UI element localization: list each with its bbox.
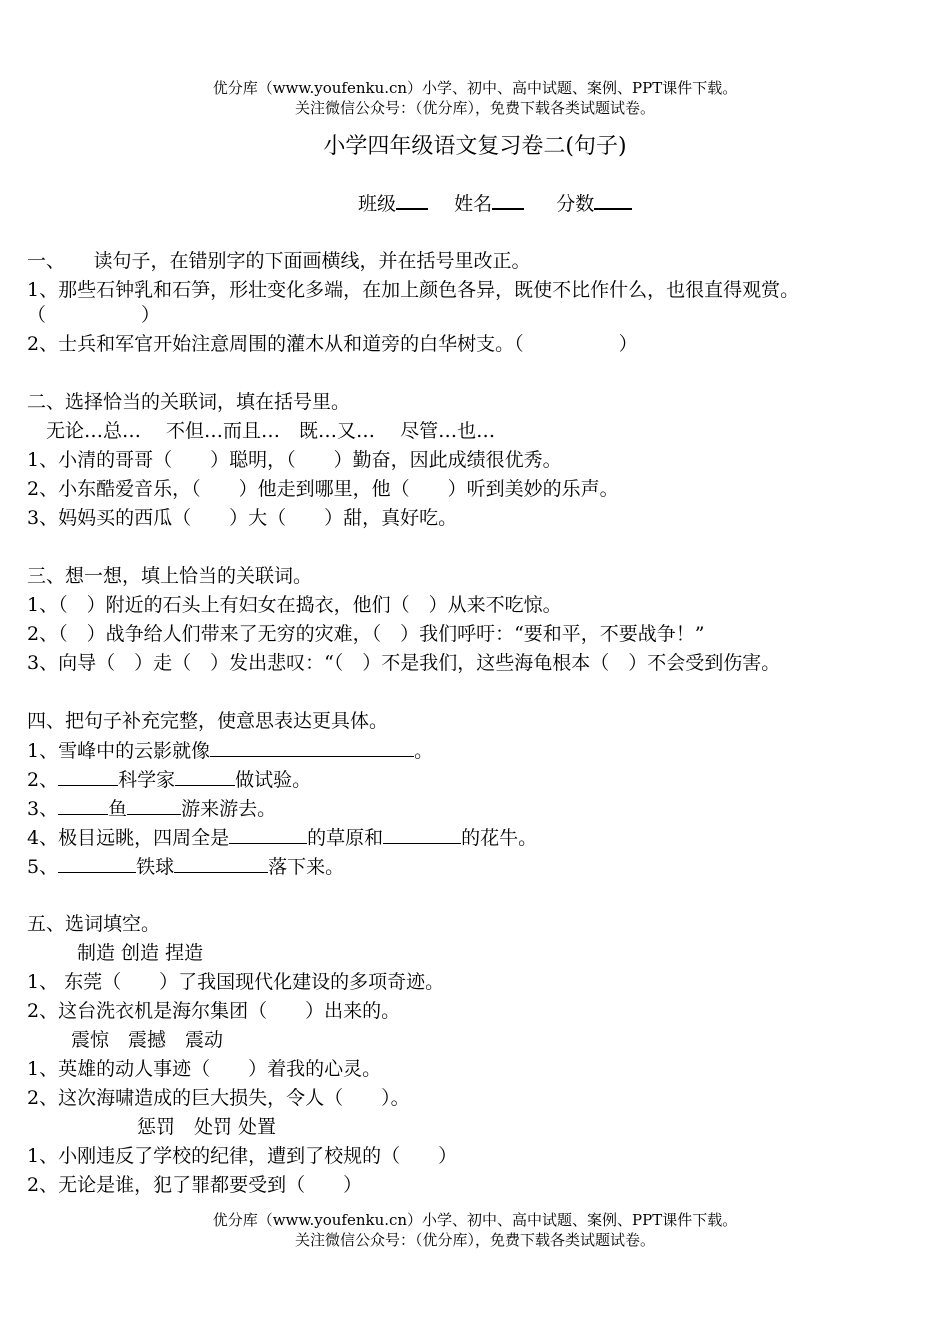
answer-blank[interactable] xyxy=(229,823,307,844)
footer-line-2: 关注微信公众号：（优分库），免费下载各类试题试卷。 xyxy=(294,1231,655,1249)
section2-options: 无论…总… 不但…而且… 既…又… 尽管…也… xyxy=(27,420,496,442)
page-footer xyxy=(0,1210,950,1250)
section4-heading: 四、把句子补充完整，使意思表达更具体。 xyxy=(27,710,389,732)
section4-question-4: 4、极目远眺，四周全是 的草原和 的花牛。 xyxy=(27,823,942,852)
exam-content xyxy=(27,247,942,1200)
section5-group3-question-2: 2、无论是谁，犯了罪都要受到（ ） xyxy=(27,1174,363,1196)
page-header xyxy=(0,78,950,118)
answer-blank[interactable] xyxy=(127,794,181,815)
section5-word-group-3: 惩罚 处罚 处置 xyxy=(137,1116,277,1138)
section3-heading: 三、想一想，填上恰当的关联词。 xyxy=(27,565,313,587)
footer-line-1: 优分库（www.youfenku.cn）小学、初中、高中试题、案例、PPT课件下载。 xyxy=(212,1211,738,1229)
section3-question-1: 1、（ ）附近的石头上有妇女在捣衣，他们（ ）从来不吃惊。 xyxy=(27,594,562,616)
section5-group2-question-2: 2、这次海啸造成的巨大损失，令人（ ）。 xyxy=(27,1087,410,1109)
section2-question-3: 3、妈妈买的西瓜（ ）大（ ）甜，真好吃。 xyxy=(27,507,458,529)
section5-group1-question-1: 1、 东莞（ ）了我国现代化建设的多项奇迹。 xyxy=(27,971,445,993)
answer-blank[interactable] xyxy=(58,794,108,815)
answer-blank[interactable] xyxy=(58,852,136,873)
section4-question-5: 5、 铁球 落下来。 xyxy=(27,852,942,881)
answer-blank[interactable] xyxy=(383,823,461,844)
answer-blank[interactable] xyxy=(58,765,118,786)
answer-blank[interactable] xyxy=(175,765,235,786)
student-info-fields xyxy=(358,190,632,218)
section2-question-2: 2、小东酷爱音乐，（ ）他走到哪里，他（ ）听到美妙的乐声。 xyxy=(27,478,619,500)
section1-question-1: 1、那些石钟乳和石笋，形壮变化多端，在加上颜色各异，既使不比作什么，也很直得观赏。 xyxy=(27,279,800,301)
section2-question-1: 1、小清的哥哥（ ）聪明，（ ）勤奋，因此成绩很优秀。 xyxy=(27,449,562,471)
section5-group2-question-1: 1、英雄的动人事迹（ ）着我的心灵。 xyxy=(27,1058,382,1080)
section5-word-group-1: 制造 创造 捏造 xyxy=(77,942,204,964)
score-label: 分数 xyxy=(556,193,595,215)
score-blank[interactable] xyxy=(594,190,632,210)
answer-blank[interactable] xyxy=(210,736,414,757)
name-label: 姓名 xyxy=(454,193,493,215)
page-title: 小学四年级语文复习卷二(句子) xyxy=(323,134,627,159)
section1-question-1-answer[interactable]: （ ） xyxy=(27,304,161,326)
section5-group1-question-2: 2、这台洗衣机是海尔集团（ ）出来的。 xyxy=(27,1000,401,1022)
section4-question-2: 2、 科学家 做试验。 xyxy=(27,765,942,794)
section2-heading: 二、选择恰当的关联词，填在括号里。 xyxy=(27,391,351,413)
section4-question-1: 1、雪峰中的云影就像 。 xyxy=(27,736,942,765)
section3-question-3: 3、向导（ ）走（ ）发出悲叹：“（ ）不是我们，这些海龟根本（ ）不会受到伤害。 xyxy=(27,652,781,674)
section1-heading: 一、 读句子，在错别字的下面画横线，并在括号里改正。 xyxy=(27,250,531,272)
section3-question-2: 2、（ ）战争给人们带来了无穷的灾难，（ ）我们呼吁：“要和平，不要战争！” xyxy=(27,623,705,645)
section5-group3-question-1: 1、小刚违反了学校的纪律，遭到了校规的（ ） xyxy=(27,1145,458,1167)
class-blank[interactable] xyxy=(396,190,428,210)
name-blank[interactable] xyxy=(492,190,524,210)
section1-question-2: 2、士兵和军官开始注意周围的灌木从和道旁的白华树支。（ ） xyxy=(27,333,638,355)
answer-blank[interactable] xyxy=(174,852,268,873)
header-line-2: 关注微信公众号：（优分库），免费下载各类试题试卷。 xyxy=(294,99,655,117)
header-line-1: 优分库（www.youfenku.cn）小学、初中、高中试题、案例、PPT课件下载。 xyxy=(212,79,738,97)
class-label: 班级 xyxy=(358,193,397,215)
section4-question-3: 3、 鱼 游来游去。 xyxy=(27,794,942,823)
section5-heading: 五、选词填空。 xyxy=(27,913,161,935)
section5-word-group-2: 震惊 震撼 震动 xyxy=(71,1029,224,1051)
